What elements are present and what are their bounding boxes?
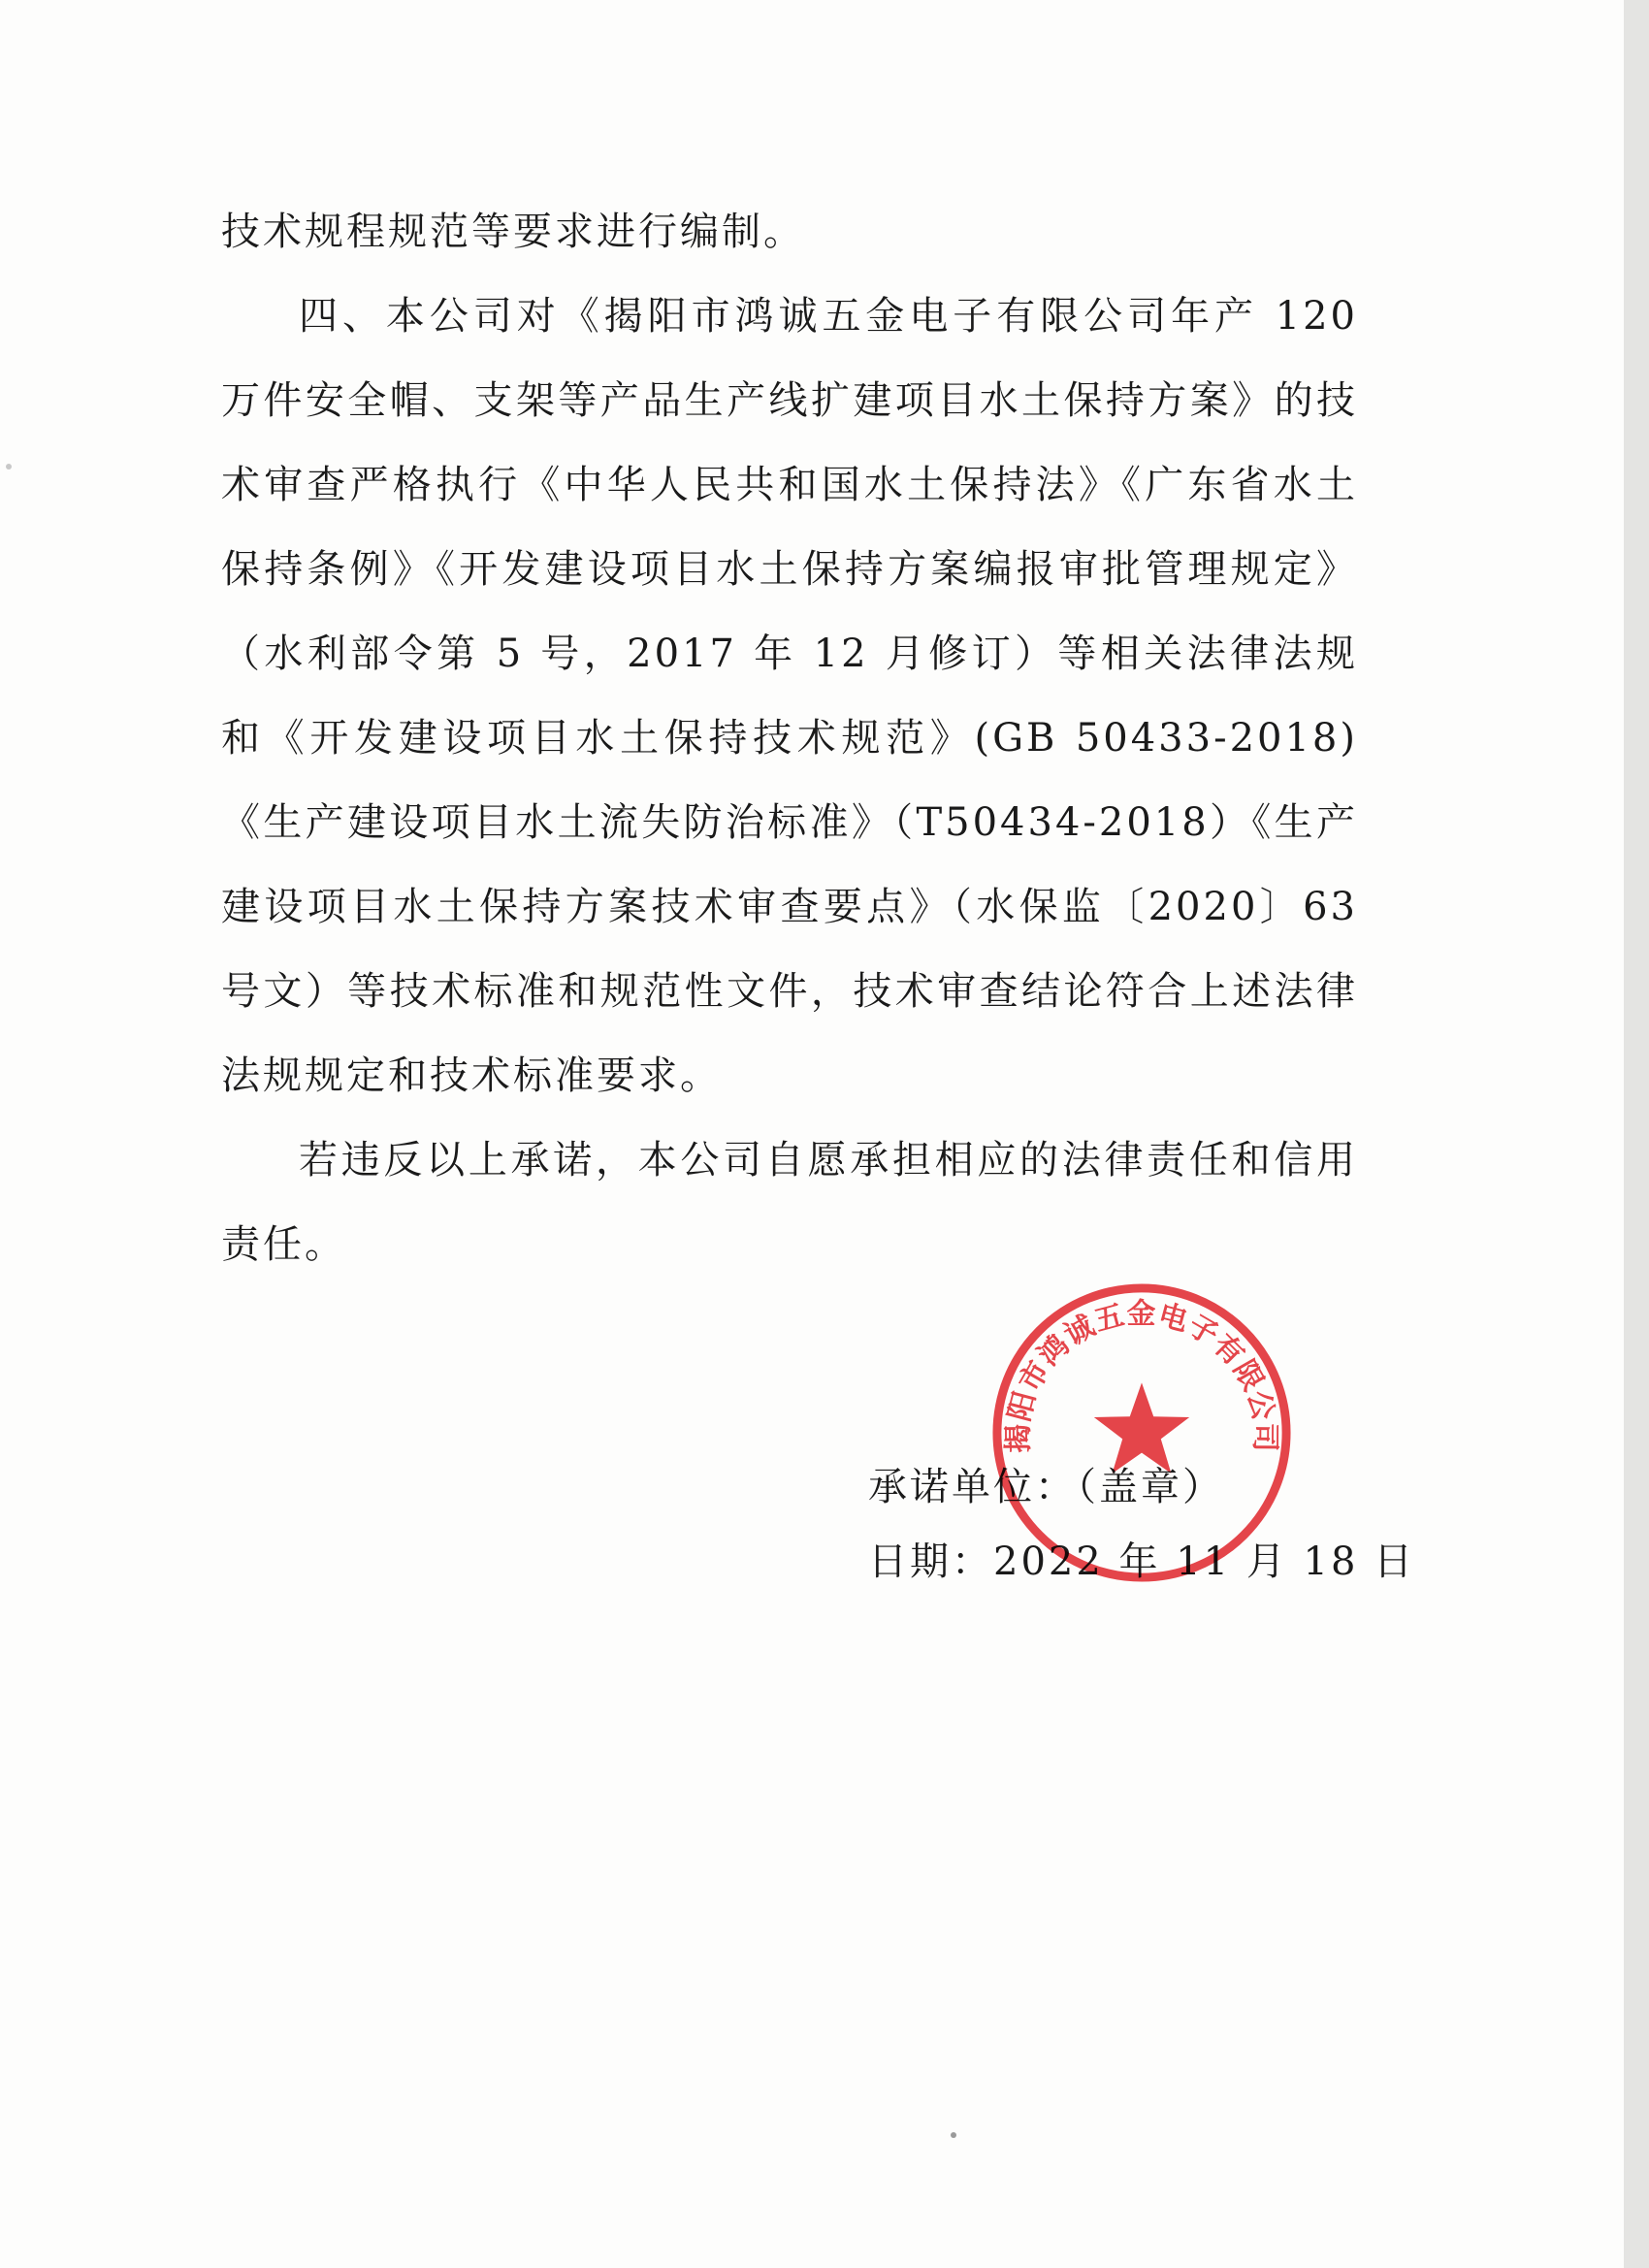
paragraph-continuation: 技术规程规范等要求进行编制。 xyxy=(221,210,805,254)
signing-date: 日期：2022 年 11 月 18 日 xyxy=(868,1539,1416,1584)
paragraph-commitment-four: 四、本公司对《揭阳市鸿诚五金电子有限公司年产 120 万件安全帽、支架等产品生产线扩建项目水土保持方案》的技术审查严格执行《中华人民共和国水土保持法》《广东省水土保持条例》《开发建设项目水土保持方案编报审批管理规定》（水利部令第 5 号，2017 年 12 月修订）等相关法律法规和《开发建设项目水土保持技术规范》(GB 50433-2018)《生产建设项目水土流失防治标准》（T50434-2018）《生产建设项目水土保持方案技术审查要点》（水保监〔2020〕63 号文）等技术标准和规范性文件，技术审查结论符合上述法律法规规定和技术标准要求。 xyxy=(221,294,1358,1098)
paragraph-liability: 若违反以上承诺，本公司自愿承担相应的法律责任和信用责任。 xyxy=(221,1138,1358,1267)
seal-text-path: 揭阳市鸿诚五金电子有限公司 xyxy=(1001,1297,1282,1453)
scan-speck xyxy=(951,2132,956,2138)
page-edge xyxy=(1624,0,1649,2268)
signing-unit-label: 承诺单位：（盖章） xyxy=(868,1465,1224,1509)
star-icon xyxy=(1094,1382,1189,1474)
company-seal xyxy=(987,1279,1296,1587)
document-body xyxy=(221,190,1358,1287)
scan-speck xyxy=(6,464,12,470)
